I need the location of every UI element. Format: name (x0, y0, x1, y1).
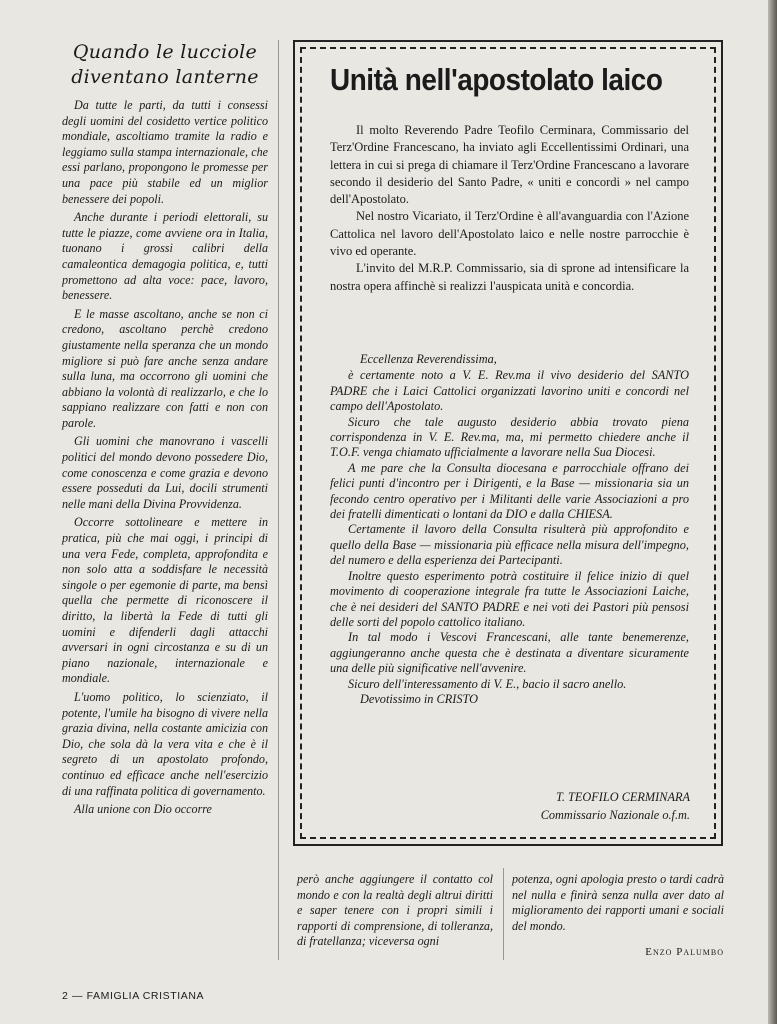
left-title-line-2: diventano lanterne (71, 66, 259, 88)
left-paragraph-4: Gli uomini che manovrano i vascelli politici del mondo devono possedere Dio, come conoscenza e come grazia e devono essere posseduti da Lui, docili strumenti nelle mani della Divina Provvidenza. (62, 434, 268, 511)
box-article-intro (330, 122, 689, 295)
continued-column-1 (297, 872, 493, 950)
box-paragraph-2: Nel nostro Vicariato, il Terz'Ordine è all'avanguardia con l'Azione Cattolica nel lavoro dell'Apostolato laico e nelle nostre parrocchie è vivo ed operante. (330, 209, 689, 259)
left-paragraph-7: Alla unione con Dio occorre (74, 802, 212, 817)
page-edge-shadow (768, 0, 777, 1024)
letter-paragraph-4: Certamente il lavoro della Consulta risulterà più approfondito e quello della Base — missionaria più efficace nella misura dell'impegno, del numero e della esperienza dei Partecipanti. (330, 522, 689, 568)
box-paragraph-3: L'invito del M.R.P. Commissario, sia di sprone ad intensificare la nostra opera affinchè si realizzi l'auspicata unità e concordia. (330, 261, 689, 293)
left-paragraph-6: L'uomo politico, lo scienziato, il potente, l'umile ha bisogno di vivere nella grazia divina, nella costante amicizia con Dio, che sola dà la vera vita e che è il segreto di un apostolato profondo, continuo ed efficace anche nell'esercizio di una raffinata politica di governamento. (62, 689, 268, 798)
signature-name: T. TEOFILO CERMINARA (555, 790, 690, 804)
page-footer: 2 — FAMIGLIA CRISTIANA (62, 990, 205, 1002)
letter-closing: Devotissimo in CRISTO (360, 691, 478, 706)
continued-column-2 (512, 872, 724, 934)
left-paragraph-1: Da tutte le parti, da tutti i consessi degli uomini del cosidetto vertice politico mondiale, ascoltiamo tramite la radio e leggiamo sulla stampa internazionale, che essi parlano, propongono le promesse per una pace più stabile ed un miglior benessere dei popoli. (62, 98, 268, 206)
article-author: Enzo Palumbo (645, 946, 724, 958)
letter-signature (450, 788, 690, 824)
box-article-title: Unità nell'apostolato laico (330, 62, 663, 97)
left-article (62, 40, 268, 821)
column-divider (278, 40, 279, 960)
bottom-column-divider (503, 868, 504, 960)
letter-paragraph-1: è certamente noto a V. E. Rev.ma il vivo desiderio del SANTO PADRE che i Laici Cattolici organizzati lavorino uniti e concordi nel campo dell'Apostolato. (330, 368, 689, 414)
left-paragraph-5: Occorre sottolineare e mettere in pratica, più che mai oggi, i principi di una vera Fede, completa, approfondita e non solo atta a soddisfare le necessità singole o per egemonie di parte, ma bensì quella che permette di riconoscere il diritto, la libertà la Fede di tutti gli uomini e difenderli dagli attacchi avversari in ogni circostanza e su di un piano nazionale, internazionale e mondiale. (62, 515, 268, 686)
letter-paragraph-3: A me pare che la Consulta diocesana e parrocchiale offrano dei felici punti d'incontro per i Dirigenti, e la Base — missionaria sia un fecondo centro operativo per i Militanti delle varie Associazioni a pro dei fratelli dimenticati o lontani da DIO e dalla CHIESA. (330, 460, 689, 522)
continued-text-2: potenza, ogni apologia presto o tardi cadrà nel nulla e finirà senza nulla aver dato al miglioramento dei rapporti umani e sociali del mondo. (512, 872, 724, 933)
letter-paragraph-6: In tal modo i Vescovi Francescani, alle tante benemerenze, aggiungeranno anche questa che è destinata a diventare sicuramente una delle più significative nell'avvenire. (330, 630, 689, 676)
continued-text-1: però anche aggiungere il contatto col mondo e con la realtà degli altrui diritti e saper tenere con i propri simili i rapporti di comprensione, di tolleranza, di fratellanza; viceversa ogni (297, 872, 493, 949)
box-paragraph-1: Il molto Reverendo Padre Teofilo Cerminara, Commissario del Terz'Ordine Francescano, ha inviato agli Eccellentissimi Ordinari, una lettera in cui si prega di chiamare il Terz'Ordine Francescano a lavorare secondo il desiderio del Santo Padre, « uniti e concordi » nel campo dell'Apostolato. (330, 123, 689, 207)
left-article-title (62, 40, 268, 90)
left-title-line-1: Quando le lucciole (72, 41, 258, 63)
signature-title: Commissario Nazionale o.f.m. (540, 808, 690, 822)
letter-paragraph-7: Sicuro dell'interessamento di V. E., bacio il sacro anello. (348, 676, 627, 691)
letter-paragraph-5: Inoltre questo esperimento potrà costituire il felice inizio di quel movimento di cooperazione integrale fra tutte le Associazioni Laiche, che è nei desideri del SANTO PADRE e nei voti dei Pastori più pensosi delle sorti del popolo cattolico italiano. (330, 568, 689, 629)
letter-paragraph-2: Sicuro che tale augusto desiderio abbia trovato piena corrispondenza in V. E. Rev.ma, ma, mi permetto chiedere anche il T.O.F. venga chiamato ufficialmente a lavorare nella Sua Diocesi. (330, 414, 689, 460)
quoted-letter (330, 352, 689, 707)
left-paragraph-2: Anche durante i periodi elettorali, su tutte le piazze, come avviene ora in Italia, tuonano i grossi calibri della camaleontica demagogia politica, e, tutti promettono ad alta voce: pace, lavoro, benessere. (62, 210, 268, 303)
left-paragraph-3: E le masse ascoltano, anche se non ci credono, ascoltano perchè credono giustamente nella speranza che un mondo migliore si può fare anche senza andare sulla luna, ma occorrono gli uomini che abbiano la volontà di realizzarlo, e che lo sappiano realizzare con fatti e non con parole. (62, 306, 268, 430)
letter-salutation: Eccellenza Reverendissima, (360, 352, 497, 366)
